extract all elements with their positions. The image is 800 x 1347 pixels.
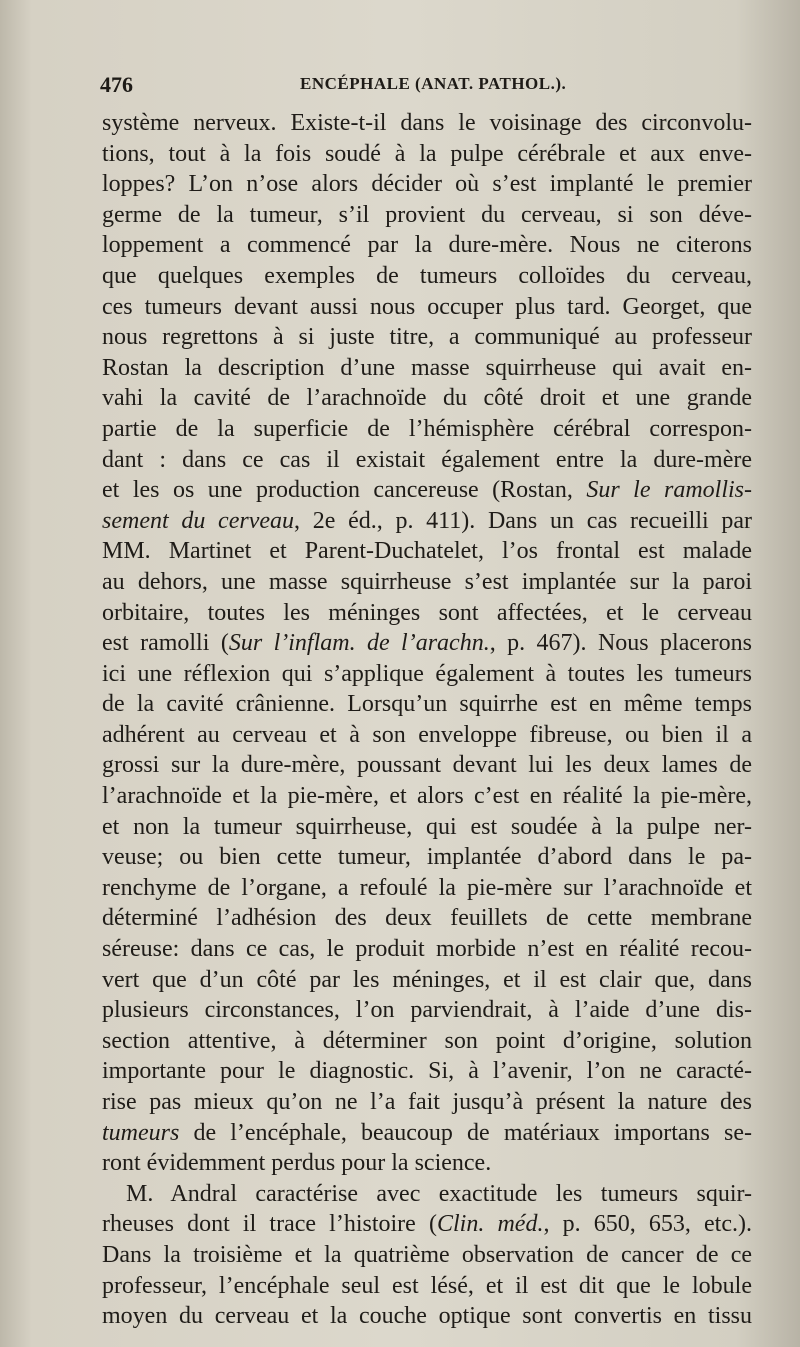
text-line xyxy=(102,475,752,506)
text-line: Rostan la description d’une masse squirrheuse qui avait en- xyxy=(102,354,752,381)
text-line: tions, tout à la fois soudé à la pulpe cérébrale et aux enve- xyxy=(102,140,752,167)
text-segment: rheuses dont il trace l’histoire ( xyxy=(102,1211,437,1238)
citation-title: Clin. méd. xyxy=(436,1211,544,1238)
text-line: rise pas mieux qu’on ne l’a fait jusqu’à présent la nature des xyxy=(102,1089,752,1115)
text-line: vahi la cavité de l’arachnoïde du côté droit et une grande xyxy=(102,385,752,412)
text-line: veuse; ou bien cette tumeur, implantée d’abord dans le pa- xyxy=(102,844,752,871)
citation-title: sement du cerveau xyxy=(102,507,295,534)
text-line: loppes? L’on n’ose alors décider où s’est implanté le premier xyxy=(102,171,752,198)
text-line: section attentive, à déterminer son point d’origine, solution xyxy=(102,1027,752,1054)
emphasis: tumeurs xyxy=(102,1119,180,1146)
text-line: renchyme de l’organe, a refoulé la pie-mère sur l’arachnoïde et xyxy=(102,874,752,901)
text-line: importante pour le diagnostic. Si, à l’avenir, l’on ne caracté- xyxy=(102,1058,752,1085)
text-line: loppement a commencé par la dure-mère. Nous ne citerons xyxy=(102,232,752,259)
text-line xyxy=(102,1209,752,1240)
text-line: système nerveux. Existe-t-il dans le voisinage des circonvolu- xyxy=(102,110,752,136)
text-line: plusieurs circonstances, l’on parviendrait, à l’aide d’une dis- xyxy=(102,997,752,1024)
text-segment: , p. 467). Nous placerons xyxy=(489,630,753,657)
text-line: ces tumeurs devant aussi nous occuper plus tard. Georget, que xyxy=(102,293,752,320)
text-line xyxy=(102,628,752,659)
text-line: partie de la superficie de l’hémisphère cérébral correspon- xyxy=(102,415,752,442)
body-text xyxy=(102,108,752,1332)
text-line: l’arachnoïde et la pie-mère, et alors c’est en réalité la pie-mère, xyxy=(102,783,752,810)
text-line: Dans la troisième et la quatrième observation de cancer de ce xyxy=(102,1241,752,1268)
text-segment: de l’encéphale, beaucoup de matériaux importans se- xyxy=(179,1119,752,1146)
text-line: séreuse: dans ce cas, le produit morbide n’est en réalité recou- xyxy=(102,936,752,963)
text-line: M. Andral caractérise avec exactitude les tumeurs squir- xyxy=(126,1180,752,1207)
text-line: professeur, l’encéphale seul est lésé, et il est dit que le lobule xyxy=(102,1272,752,1299)
text-line xyxy=(102,1118,752,1149)
text-line: orbitaire, toutes les méninges sont affectées, et le cerveau xyxy=(102,599,752,626)
text-line: vert que d’un côté par les méninges, et il est clair que, dans xyxy=(102,966,752,993)
text-line: germe de la tumeur, s’il provient du cerveau, si son déve- xyxy=(102,201,752,228)
page-number: 476 xyxy=(100,72,133,97)
citation-title: Sur l’inflam. de l’arachn. xyxy=(228,630,490,657)
text-line xyxy=(102,506,752,537)
text-segment: et les os une production cancereuse (Rostan, xyxy=(102,477,587,504)
text-line: au dehors, une masse squirrheuse s’est implantée sur la paroi xyxy=(102,568,752,595)
text-line: de la cavité crânienne. Lorsqu’un squirrhe est en même temps xyxy=(102,691,752,718)
text-segment: est ramolli ( xyxy=(102,630,229,657)
text-line: déterminé l’adhésion des deux feuillets de cette membrane xyxy=(102,905,752,932)
page-header xyxy=(100,72,750,102)
text-line: et non la tumeur squirrheuse, qui est soudée à la pulpe ner- xyxy=(102,813,752,840)
citation-title: Sur le ramollis- xyxy=(586,477,753,504)
text-segment: , 2e éd., p. 411). Dans un cas recueilli par xyxy=(294,507,753,534)
text-line: que quelques exemples de tumeurs colloïdes du cerveau, xyxy=(102,262,752,289)
text-line: adhérent au cerveau et à son enveloppe fibreuse, ou bien il a xyxy=(102,721,752,748)
running-title: ENCÉPHALE (ANAT. PATHOL.). xyxy=(300,74,567,93)
text-line: ici une réflexion qui s’applique également à toutes les tumeurs xyxy=(102,660,752,687)
text-line: moyen du cerveau et la couche optique sont convertis en tissu xyxy=(102,1303,752,1330)
text-line: dant : dans ce cas il existait également entre la dure-mère xyxy=(102,446,752,473)
text-line: MM. Martinet et Parent-Duchatelet, l’os frontal est malade xyxy=(102,538,752,565)
text-line: grossi sur la dure-mère, poussant devant lui les deux lames de xyxy=(102,752,752,779)
text-segment: , p. 650, 653, etc.). xyxy=(543,1211,752,1238)
text-line: nous regrettons à si juste titre, a communiqué au professeur xyxy=(102,324,752,351)
text-line: ront évidemment perdus pour la science. xyxy=(102,1150,492,1177)
